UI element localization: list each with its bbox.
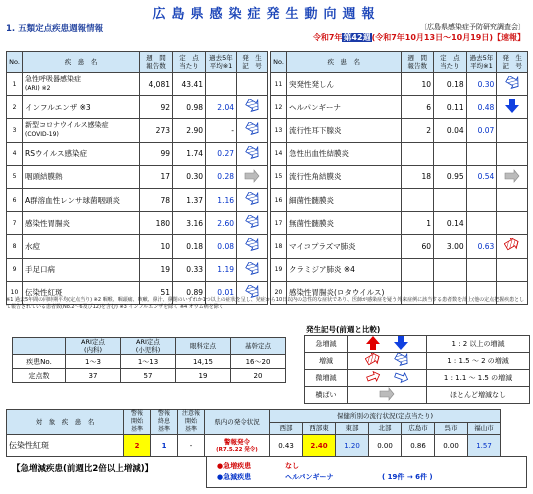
row-disease [286, 96, 401, 119]
col-reports: 週 間 報告数 [140, 52, 173, 73]
row-reports: 273 [140, 119, 173, 142]
table-row [7, 165, 268, 188]
inc-value: なし [285, 462, 299, 470]
row-avg5: 2.60 [206, 212, 237, 235]
row-disease [286, 142, 401, 165]
row-per-site: 0.14 [434, 212, 467, 235]
row-disease-name: 無菌性髄膜炎 [288, 218, 334, 228]
row-disease-name: RSウイルス感染症 [25, 149, 88, 159]
row-per-site [434, 142, 467, 165]
table-row [271, 165, 528, 188]
table-row [7, 188, 268, 211]
row-disease-sub: (ARI) ※2 [25, 85, 51, 93]
row-mark [497, 119, 528, 142]
dec-label: ●急減疾患 [217, 473, 252, 481]
dash-arrow-down-icon [244, 106, 260, 115]
row-mark [237, 73, 268, 96]
col-avg5: 過去5年 平均※1 [206, 52, 237, 73]
row-avg5: 1.19 [206, 258, 237, 281]
row-reports [401, 258, 434, 281]
row-per-site: 2.90 [173, 119, 206, 142]
row-disease-name: 急性呼吸器感染症 [25, 75, 81, 84]
row-mark [497, 96, 528, 119]
row-avg5 [466, 212, 497, 235]
col-reports: 週 間 報告数 [401, 52, 434, 73]
legend-label: 増減 [305, 353, 348, 370]
row-mark [497, 212, 528, 235]
bt-col-regions-title: 保健所別の流行状況(定点当たり) [270, 410, 501, 423]
table-row [7, 212, 268, 235]
row-per-site: 0.18 [173, 235, 206, 258]
legend-row [305, 370, 530, 387]
bt-col-alert-start: 警報 開始 基準 [124, 410, 151, 435]
table-row [271, 96, 528, 119]
col-per-site: 定 点 当たり [173, 52, 206, 73]
row-disease-name: 新型コロナウイルス感染症 [25, 121, 109, 130]
row-reports: 60 [401, 235, 434, 258]
rows-left [7, 73, 268, 305]
row-mark [237, 119, 268, 142]
col-avg5: 過去5年 平均※1 [466, 52, 497, 73]
row-mark [237, 142, 268, 165]
legend-desc: 1 : 1.5 ～ 2 の増減 [427, 353, 530, 370]
col-mark: 発 生 記 号 [237, 52, 268, 73]
col-disease: 疾 患 名 [23, 52, 140, 73]
epidemic-status-table [6, 409, 501, 457]
row-reports: 92 [140, 96, 173, 119]
sites-cell: 定点数 [13, 369, 66, 383]
row-no: 13 [271, 119, 287, 142]
row-disease-name: 咽頭結膜熱 [25, 172, 63, 182]
sites-cell: 57 [121, 369, 176, 383]
row-disease [23, 73, 140, 96]
row-no: 16 [271, 188, 287, 211]
col-disease: 疾 患 名 [286, 52, 401, 73]
row-mark [237, 96, 268, 119]
legend-label: 急増減 [305, 336, 348, 353]
dash-arrow-down-icon [244, 129, 260, 138]
dash-arrow-down-icon [244, 269, 260, 278]
solid-arrow-down-icon [504, 106, 520, 115]
row-disease-name: 水痘 [25, 241, 40, 251]
row-disease-name: 流行性耳下腺炎 [288, 125, 342, 135]
sites-cell: 20 [231, 369, 286, 383]
row-disease [23, 142, 140, 165]
row-per-site: 43.41 [173, 73, 206, 96]
row-reports [401, 142, 434, 165]
footnotes: ※1 過去5年間の同時期平均(定点当り) ※2 咽喉、咽頭痛、咳嗽、鼻汁、鼻閉のいずれか1つ以上の症状を呈し、発症から10日以内の急性的な症状であり、医師が感染症を疑う外来症例に該当する患者数を計上(他の定点把握疾患として報告されている患者数(No.2～6及び12)を含む) ※3 インフルエンザを除く ※4 オウム病を除く [6, 297, 525, 310]
row-mark [497, 188, 528, 211]
row-mark [497, 165, 528, 188]
row-per-site [434, 188, 467, 211]
region-value: 0.00 [369, 435, 402, 457]
inc-label: ●急増疾患 [217, 462, 252, 470]
bt-alert-end: 1 [151, 435, 178, 457]
row-mark [237, 165, 268, 188]
row-avg5: 0.07 [466, 119, 497, 142]
row-reports: 180 [140, 212, 173, 235]
row-disease-name: 突発性発しん [288, 79, 334, 89]
week-number: 第42週 [343, 33, 371, 42]
section-title: 1. 五類定点疾患週報情報 [6, 24, 104, 34]
row-mark [497, 73, 528, 96]
row-disease-name: ヘルパンギーナ [288, 102, 341, 112]
row-disease-name: 流行性角結膜炎 [288, 172, 342, 182]
dash-arrow-down-icon [244, 222, 260, 231]
week-info [313, 32, 525, 43]
region-head: 広島市 [402, 422, 435, 435]
slight-arrow-up-icon [365, 370, 381, 386]
sites-head-2: ARI定点 (小児科) [121, 338, 176, 355]
legend-desc: ほとんど増減なし [427, 387, 530, 404]
bt-col-disease: 対 象 疾 患 名 [7, 410, 124, 435]
row-disease [23, 258, 140, 281]
row-avg5: 0.27 [206, 142, 237, 165]
row-no: 2 [7, 96, 23, 119]
row-disease-name: 細菌性髄膜炎 [288, 195, 334, 205]
region-head: 北部 [369, 422, 402, 435]
dash-arrow-down-icon [244, 153, 260, 162]
sites-cell: 19 [176, 369, 231, 383]
legend-title: 発生記号(前週と比較) [306, 325, 381, 334]
table-row [271, 258, 528, 281]
region-value: 1.20 [336, 435, 369, 457]
row-no: 14 [271, 142, 287, 165]
flat-arrow-icon [244, 176, 260, 185]
row-reports: 78 [140, 188, 173, 211]
row-disease-name: 伝染性紅斑 [25, 288, 63, 298]
row-per-site: 0.33 [173, 258, 206, 281]
sites-head-3: 眼科定点 [176, 338, 231, 355]
row-no: 10 [7, 281, 23, 304]
footer-label: 【急増減疾患(前週比2倍以上増減)】 [12, 464, 154, 474]
table-row [7, 73, 268, 96]
dash-arrow-down-icon [504, 83, 520, 92]
col-per-site: 定 点 当たり [434, 52, 467, 73]
row-no: 8 [7, 235, 23, 258]
row-no: 20 [271, 281, 287, 304]
row-mark [237, 235, 268, 258]
row-disease-name: インフルエンザ ※3 [25, 102, 91, 112]
bt-col-status: 県内の発令状況 [205, 410, 270, 435]
row-per-site: 3.16 [173, 212, 206, 235]
row-no: 5 [7, 165, 23, 188]
row-disease [23, 119, 140, 142]
disease-table-left [6, 51, 268, 305]
dec-detail: ( 19件 → 6件 ) [382, 473, 433, 481]
table-row [7, 119, 268, 142]
bt-alert-start: 2 [124, 435, 151, 457]
row-mark [497, 142, 528, 165]
row-per-site: 0.04 [434, 119, 467, 142]
col-no: No. [271, 52, 287, 73]
region-value: 1.57 [468, 435, 501, 457]
legend-icons [348, 353, 427, 370]
row-reports: 2 [401, 119, 434, 142]
row-disease [23, 188, 140, 211]
row-mark [497, 258, 528, 281]
region-head: 呉市 [435, 422, 468, 435]
sites-cell: 16～20 [231, 355, 286, 369]
disease-table-right [270, 51, 528, 305]
row-mark [237, 212, 268, 235]
row-per-site: 0.18 [434, 73, 467, 96]
row-per-site: 0.98 [173, 96, 206, 119]
row-reports: 51 [140, 281, 173, 304]
row-no: 12 [271, 96, 287, 119]
table-row [271, 142, 528, 165]
row-per-site: 0.95 [434, 165, 467, 188]
region-value: 0.43 [270, 435, 303, 457]
dash-arrow-up-icon [365, 353, 381, 369]
page-title: 広島県感染症発生動向週報 [152, 7, 381, 22]
row-avg5: 0.48 [466, 96, 497, 119]
row-disease-name: クラミジア肺炎 ※4 [288, 265, 355, 275]
row-reports [401, 188, 434, 211]
row-avg5 [206, 73, 237, 96]
legend-row [305, 336, 530, 353]
legend-icons [348, 336, 427, 353]
row-disease-name: 手足口病 [25, 265, 55, 275]
row-disease [23, 212, 140, 235]
row-reports: 6 [401, 96, 434, 119]
flat-arrow-icon [379, 387, 395, 403]
table-row [271, 119, 528, 142]
row-disease [23, 165, 140, 188]
row-per-site: 1.74 [173, 142, 206, 165]
bt-col-caution: 注意報 開始 基準 [178, 410, 205, 435]
legend-label: 微増減 [305, 370, 348, 387]
row-disease-sub: (COVID-19) [25, 131, 59, 139]
row-disease [286, 212, 401, 235]
row-no: 17 [271, 212, 287, 235]
row-avg5: 0.54 [466, 165, 497, 188]
legend-row [305, 353, 530, 370]
table-row [271, 212, 528, 235]
row-disease-name: 感染性胃腸炎(ロタウイルス) [288, 288, 385, 298]
row-disease [23, 235, 140, 258]
bt-disease: 伝染性紅斑 [7, 435, 124, 457]
row-avg5: 0.28 [206, 165, 237, 188]
row-per-site: 1.37 [173, 188, 206, 211]
sites-head-1: ARI定点 (内科) [66, 338, 121, 355]
table-row [7, 142, 268, 165]
row-per-site: 0.89 [173, 281, 206, 304]
row-avg5: 0.30 [466, 73, 497, 96]
row-avg5: 0.01 [206, 281, 237, 304]
table-row [271, 73, 528, 96]
row-no: 4 [7, 142, 23, 165]
bt-status [205, 435, 270, 457]
row-avg5: 0.63 [466, 235, 497, 258]
row-no: 3 [7, 119, 23, 142]
row-disease-name: 急性出血性結膜炎 [288, 149, 349, 159]
col-mark: 発 生 記 号 [497, 52, 528, 73]
row-per-site: 0.11 [434, 96, 467, 119]
region-head: 福山市 [468, 422, 501, 435]
dash-arrow-down-icon [393, 353, 409, 369]
row-reports: 4,081 [140, 73, 173, 96]
row-disease [286, 188, 401, 211]
sites-head-4: 基幹定点 [231, 338, 286, 355]
dash-arrow-down-icon [244, 199, 260, 208]
sites-cell: 疾患No. [13, 355, 66, 369]
bt-status-line1: 警報発令 [224, 437, 250, 446]
legend-desc: 1 : 1.1 ～ 1.5 の増減 [427, 370, 530, 387]
sites-table [12, 337, 286, 383]
row-disease-name: 感染性胃腸炎 [25, 218, 70, 228]
row-avg5: 2.04 [206, 96, 237, 119]
region-head: 西部東 [303, 422, 336, 435]
bt-caution: - [178, 435, 205, 457]
dash-arrow-up-icon [504, 245, 520, 254]
row-avg5: 0.08 [206, 235, 237, 258]
row-per-site: 0.30 [173, 165, 206, 188]
row-reports: 19 [140, 258, 173, 281]
row-reports: 1 [401, 212, 434, 235]
row-disease [286, 235, 401, 258]
legend-icons [348, 370, 427, 387]
legend-row [305, 387, 530, 404]
sites-head-0 [13, 338, 66, 355]
row-no: 9 [7, 258, 23, 281]
legend-table [304, 335, 530, 404]
region-value: 0.86 [402, 435, 435, 457]
legend-desc: 1 : 2 以上の増減 [427, 336, 530, 353]
row-reports: 10 [401, 73, 434, 96]
bt-status-line2: (R7.5.22 発令) [216, 446, 258, 453]
week-range: (令和7年10月13日～10月19日)【速報】 [371, 33, 525, 42]
row-avg5: 1.16 [206, 188, 237, 211]
region-value: 0.00 [435, 435, 468, 457]
row-no: 6 [7, 188, 23, 211]
row-reports: 17 [140, 165, 173, 188]
table-row [271, 188, 528, 211]
row-avg5 [466, 258, 497, 281]
sites-cell: 1～13 [121, 355, 176, 369]
row-avg5 [466, 142, 497, 165]
table-row [7, 96, 268, 119]
bt-col-alert-end: 警報 終息 基準 [151, 410, 178, 435]
row-reports: 18 [401, 165, 434, 188]
sites-cell: 14,15 [176, 355, 231, 369]
table-row [7, 235, 268, 258]
sites-cell: 37 [66, 369, 121, 383]
legend-label: 横ばい [305, 387, 348, 404]
row-reports: 10 [140, 235, 173, 258]
row-reports: 99 [140, 142, 173, 165]
week-prefix: 令和7年 [312, 33, 343, 42]
row-no: 1 [7, 73, 23, 96]
table-row [7, 258, 268, 281]
legend-icons [348, 387, 427, 404]
row-mark [237, 258, 268, 281]
region-head: 西部 [270, 422, 303, 435]
organization: 〔広島県感染症予防研究調査会〕 [420, 23, 525, 31]
dash-arrow-down-icon [244, 245, 260, 254]
row-no: 7 [7, 212, 23, 235]
row-disease [286, 119, 401, 142]
row-avg5 [466, 188, 497, 211]
row-avg5: - [206, 119, 237, 142]
row-disease [286, 73, 401, 96]
solid-arrow-up-icon [365, 336, 381, 352]
row-disease-name: A群溶血性レンサ球菌咽頭炎 [25, 195, 120, 205]
region-head: 東部 [336, 422, 369, 435]
row-per-site: 3.00 [434, 235, 467, 258]
row-no: 19 [271, 258, 287, 281]
row-disease [286, 165, 401, 188]
solid-arrow-down-icon [393, 336, 409, 352]
rows-right [271, 73, 528, 305]
row-no: 18 [271, 235, 287, 258]
slight-arrow-down-icon [393, 370, 409, 386]
row-disease-name: マイコプラズマ肺炎 [288, 241, 356, 251]
row-mark [497, 235, 528, 258]
row-per-site [434, 258, 467, 281]
col-no: No. [7, 52, 23, 73]
row-disease [23, 96, 140, 119]
region-value: 2.40 [303, 435, 336, 457]
dec-value: ヘルパンギーナ [285, 473, 334, 481]
footer-box [206, 456, 527, 488]
table-row [271, 235, 528, 258]
row-mark [237, 188, 268, 211]
row-no: 15 [271, 165, 287, 188]
sites-cell: 1～3 [66, 355, 121, 369]
flat-arrow-icon [504, 176, 520, 185]
row-disease [286, 258, 401, 281]
row-no: 11 [271, 73, 287, 96]
